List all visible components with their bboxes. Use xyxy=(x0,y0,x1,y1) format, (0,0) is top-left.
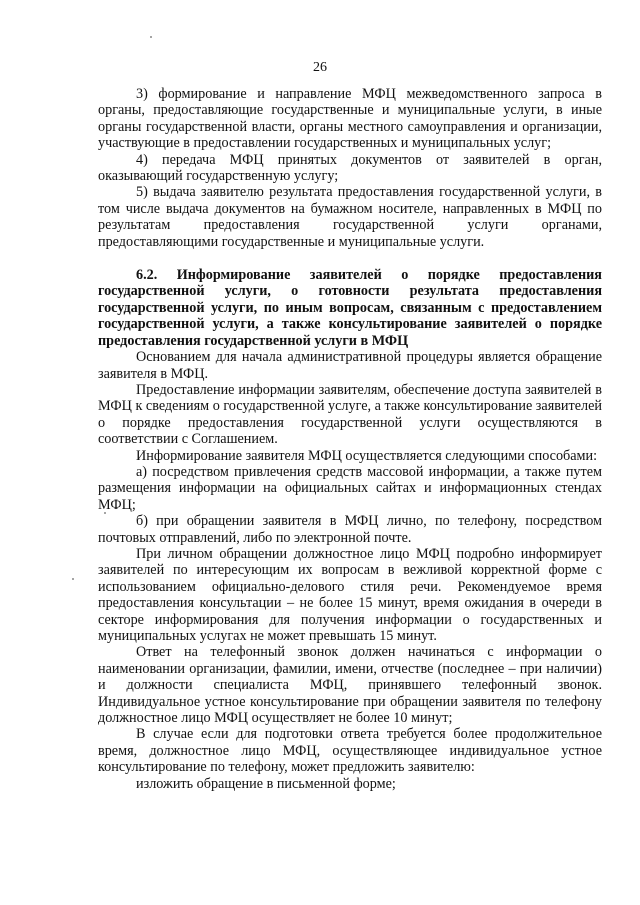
list-item-b: б) при обращении заявителя в МФЦ лично, по телефону, посредством почтовых отправлений, либо по электронной почте. xyxy=(98,513,602,546)
paragraph: изложить обращение в письменной форме; xyxy=(136,775,396,792)
list-item-5: 5) выдача заявителю результата предоставления государственной услуги, в том числе выдача документов на бумажном носителе, направленных в МФЦ по результатам предоставления государственной услуги органами, предоставляющими государственные и муниципальные услуги. xyxy=(98,184,602,250)
paragraph: Ответ на телефонный звонок должен начинаться с информации о наименовании организации, фамилии, имени, отчестве (последнее – при наличии) и должности специалиста МФЦ, принявшего телефонный звонок. Индивидуальное устное консультирование при обращении заявителя по телефону должностное лицо МФЦ осуществляет не более 10 минут; xyxy=(98,644,602,727)
scan-speck xyxy=(72,578,74,580)
paragraph: В случае если для подготовки ответа требуется более продолжительное время, должностное лицо МФЦ, осуществляющее индивидуальное устное консультирование по телефону, может предложить заявителю: xyxy=(98,726,602,776)
paragraph: При личном обращении должностное лицо МФЦ подробно информирует заявителей по интересующим их вопросам в вежливой корректной форме с использованием официально-делового стиля речи. Рекомендуемое время предоставления консультации – не более 15 минут, время ожидания в очереди в секторе информирования для получения информации о государственных и муниципальных услугах не может превышать 15 минут. xyxy=(98,545,602,644)
list-item-a: а) посредством привлечения средств массовой информации, а также путем размещения информации на официальных сайтах и информационных стендах МФЦ; xyxy=(98,463,602,513)
page-number: 26 xyxy=(313,60,327,75)
paragraph: Основанием для начала административной процедуры является обращение заявителя в МФЦ. xyxy=(98,349,602,382)
section-spacer xyxy=(98,250,602,267)
document-body xyxy=(98,86,602,792)
list-item-4: 4) передача МФЦ принятых документов от заявителей в орган, оказывающий государственную услугу; xyxy=(98,151,602,185)
scan-speck xyxy=(150,36,152,38)
list-item-3: 3) формирование и направление МФЦ межведомственного запроса в органы, предоставляющие государственные и муниципальные услуги, в иные органы государственной власти, органы местного самоуправления и организации, участвующие в предоставлении государственных и муниципальных услуг; xyxy=(98,86,602,152)
paragraph: Предоставление информации заявителям, обеспечение доступа заявителей в МФЦ к сведениям о государственной услуге, а также консультирование заявителей о порядке предоставления государственной услуги осуществляются в соответствии с Соглашением. xyxy=(98,381,602,448)
section-heading: 6.2. Информирование заявителей о порядке предоставления государственной услуги, о готовности результата предоставления государственной услуги, по иным вопросам, связанным с предоставлением государственной услуги, а также консультирование заявителей о порядке предоставления государственной услуги в МФЦ xyxy=(98,267,602,349)
paragraph: Информирование заявителя МФЦ осуществляется следующими способами: xyxy=(136,447,598,464)
